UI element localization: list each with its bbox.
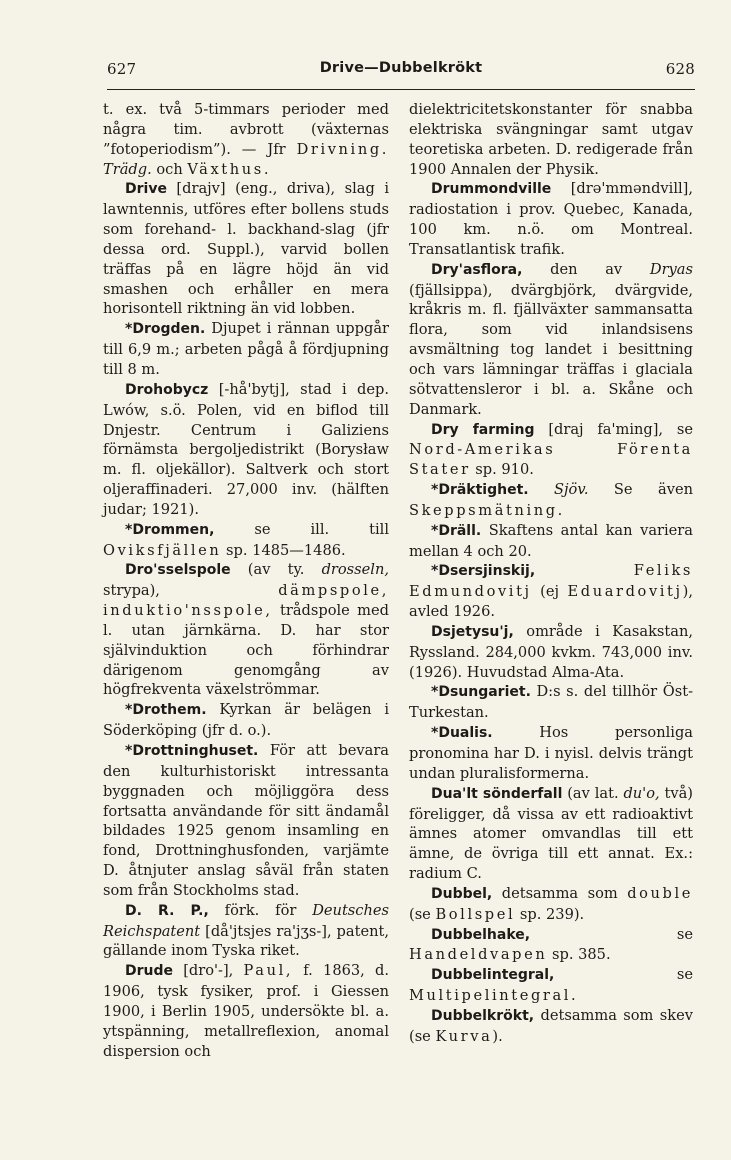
cross-ref: Kurva [435, 1027, 493, 1045]
headword: Drummondville [431, 181, 552, 198]
headword: Dubbelintegral, [431, 967, 555, 984]
entry-dubbelhake [409, 925, 693, 966]
text: (av lat. [562, 784, 624, 802]
text: [då'jtsjes ra'jʒs-], patent, gällande inom Tyska riket. [103, 922, 389, 960]
text: Se även [588, 481, 693, 499]
entry-dsersjinskij [409, 561, 693, 622]
text: se ill. till [214, 520, 389, 538]
italic-text: Trädg. [103, 160, 152, 178]
entry-dry-farming [409, 420, 693, 481]
text: den av [522, 260, 650, 278]
text: (se [409, 905, 436, 923]
headword: *Dualis. [431, 725, 493, 742]
headword: *Dsungariet. [431, 684, 531, 701]
headword: *Drogden. [125, 321, 206, 338]
entry-dubbel [409, 884, 693, 925]
italic-text: du'o, [623, 784, 660, 802]
page-number-right: 628 [665, 60, 695, 78]
entry-drude [103, 961, 389, 1061]
text: (ej [531, 583, 568, 601]
cross-ref: double [627, 884, 693, 902]
cross-ref: Multipelintegral. [409, 987, 579, 1005]
text: ), avled 1926. [409, 583, 693, 621]
text: sp. 385. [547, 946, 611, 964]
header-rule [107, 89, 695, 90]
text: trådspole med l. utan järnkärna. D. har stor självinduktion och förhindrar därigenom genomgång av högfrekventa växelströmmar. [103, 602, 389, 699]
entry-drivning-cont [103, 100, 389, 179]
cross-ref: Eduardovitj [567, 583, 683, 601]
italic-text: drosseln, [321, 561, 389, 579]
headword: Dua'lt sönderfall [431, 785, 563, 802]
text: se [530, 925, 693, 943]
headword: *Drothem. [125, 702, 207, 719]
entry-drummondville [409, 179, 693, 259]
headword: Drude [125, 963, 174, 980]
text: (av ty. [230, 561, 322, 579]
text: strypa), [103, 582, 279, 600]
entry-draktighet [409, 480, 693, 521]
text: f. 1863, d. 1906, tysk fysiker, prof. i Giessen 1900, i Berlin 1905, undersökte bl. a. ytspänning, metallreflexion, anomal dispersion och [103, 962, 389, 1060]
running-title: Drive—Dubbelkrökt [319, 60, 483, 76]
entry-drall [409, 521, 693, 562]
page-header [107, 60, 695, 86]
headword: *Dräll. [431, 522, 482, 539]
text: D:s s. del tillhör Öst-Turkestan. [409, 683, 693, 722]
italic-text: Deutsches Reichspatent [103, 901, 389, 940]
text: Hos personliga pronomina har D. i nyisl. delvis trängt undan pluralisformerna. [409, 724, 693, 782]
entry-drogden [103, 319, 389, 380]
entry-dubbelkrokt [409, 1006, 693, 1047]
entry-drothem [103, 700, 389, 741]
entry-drohobycz [103, 380, 389, 520]
cross-ref: Handeldvapen [409, 946, 548, 964]
text: sp. 239). [515, 905, 585, 923]
italic-text: Dryas [649, 260, 693, 278]
text: sp. 1485—1486. [221, 541, 346, 559]
entry-drottninghuset [103, 741, 389, 901]
text: [drə'mməndvill], radiostation i prov. Quebec, Kanada, 100 km. n.ö. om Montreal. Transatlantisk trafik. [409, 180, 693, 258]
headword: *Dsersjinskij, [431, 563, 536, 580]
headword: *Dräktighet. [431, 482, 529, 499]
headword: Dro'sselspole [125, 562, 231, 579]
entry-drosselspole [103, 560, 389, 700]
entry-drommen [103, 520, 389, 561]
entry-dubbelintegral [409, 965, 693, 1006]
cross-ref: Drivning. [296, 140, 389, 158]
entry-dryasflora [409, 260, 693, 420]
text: detsamma som skev (se [409, 1006, 693, 1045]
text: [dro'-], [173, 962, 244, 980]
entry-drive [103, 179, 389, 319]
text: Kyrkan är belägen i Söderköping (jfr d. o.). [103, 701, 389, 740]
cross-ref: Bollspel [435, 905, 516, 923]
headword: Dubbel, [431, 885, 493, 902]
text: [draj fa'ming], se [534, 420, 693, 438]
left-column [103, 100, 389, 1062]
text: [-hå'bytj], stad i dep. Lwów, s.ö. Polen, vid en biflod till Dnjestr. Centrum i Galiziens förnämsta bergoljedistrikt (Borysław m. fl. oljekällor). Saltverk och stort oljeraffinaderi. 27,000 inv. (hälften judar; 1921). [103, 380, 389, 518]
entry-dsjetysuj [409, 622, 693, 683]
headword: *Drottninghuset. [125, 743, 259, 759]
text: förk. för [208, 901, 313, 919]
text: (fjällsippa), dvärgbjörk, dvärgvide, kråkris m. fl. fjällväxter sammansatta flora, som vid inlandsisens avsmältning tog landet i besittning och vars lämningar träffas i glaciala sötvattensleror i bl. a. Skåne och Danmark. [409, 281, 693, 418]
headword: Drohobycz [125, 381, 209, 398]
cross-ref: dämpspole, induktio'nsspole, [103, 582, 389, 620]
page-number-left: 627 [107, 60, 137, 78]
text: sp. 910. [470, 461, 534, 479]
text: ). [492, 1027, 503, 1045]
cross-ref: Oviksfjällen [103, 541, 222, 559]
text: t. ex. två 5-timmars perioder med några tim. avbrott (växternas ”fotoperiodism”). — Jfr [103, 101, 389, 158]
headword: Dry'asflora, [431, 261, 523, 278]
entry-drp [103, 901, 389, 962]
text: och [151, 160, 188, 178]
entry-drude-cont [409, 100, 693, 179]
text: område i Kasakstan, Ryssland. 284,000 kvkm. 743,000 inv. (1926). Huvudstad Alma-Ata. [409, 622, 693, 681]
text: [drajv] (eng., driva), slag i lawntennis, utföres efter bollens studs som forehand- l. backhand-slag (jfr dessa ord. Suppl.), varvid bollen träffas på en lägre höjd än vid smashen och erhåller en mera horisontell riktning än vid lobben. [103, 180, 389, 318]
headword: Dsjetysu'j, [431, 623, 514, 640]
headword: Dubbelhake, [431, 926, 531, 943]
right-column [409, 100, 693, 1047]
text: Skaftens antal kan variera mellan 4 och 20. [409, 521, 693, 560]
cross-ref: Paul, [243, 962, 294, 980]
cross-ref: Skeppsmätning. [409, 501, 565, 519]
entry-dsungariet [409, 682, 693, 723]
entry-dualis [409, 723, 693, 784]
text: Djupet i rännan uppgår till 6,9 m.; arbeten pågå å fördjupning till 8 m. [103, 320, 389, 378]
headword: *Drommen, [125, 521, 215, 538]
text: detsamma som [492, 884, 628, 902]
headword: D. R. P., [125, 902, 209, 919]
text: se [554, 966, 693, 984]
cross-ref: Växthus. [187, 160, 272, 178]
cross-ref: Nord-Amerikas Förenta Stater [409, 441, 693, 479]
text: dielektricitetskonstanter för snabba elektriska svängningar samt utgav teoretiska arbeten. D. redigerade från 1900 Annalen der Physik. [409, 101, 693, 178]
text: För att bevara den kulturhistoriskt intressanta byggnaden och möjliggöra dess fortsatta användande för sitt ändamål bildades 1925 genom insamling en fond, Drottninghusfonden, varjämte D. åtnjuter anslag såväl från staten som från Stockholms stad. [103, 742, 389, 899]
italic-text: Sjöv. [554, 481, 589, 499]
cross-ref: Feliks Edmundovitj [409, 562, 693, 601]
headword: Dubbelkrökt, [431, 1007, 535, 1024]
headword: Dry farming [431, 421, 535, 438]
text: två) föreligger, då vissa av ett radioaktivt ämnes atomer omvandlas till ett ämne, de övriga till ett annat. Ex.: radium C. [409, 784, 693, 883]
entry-dualt-sonderfall [409, 784, 693, 884]
headword: Drive [125, 181, 167, 198]
